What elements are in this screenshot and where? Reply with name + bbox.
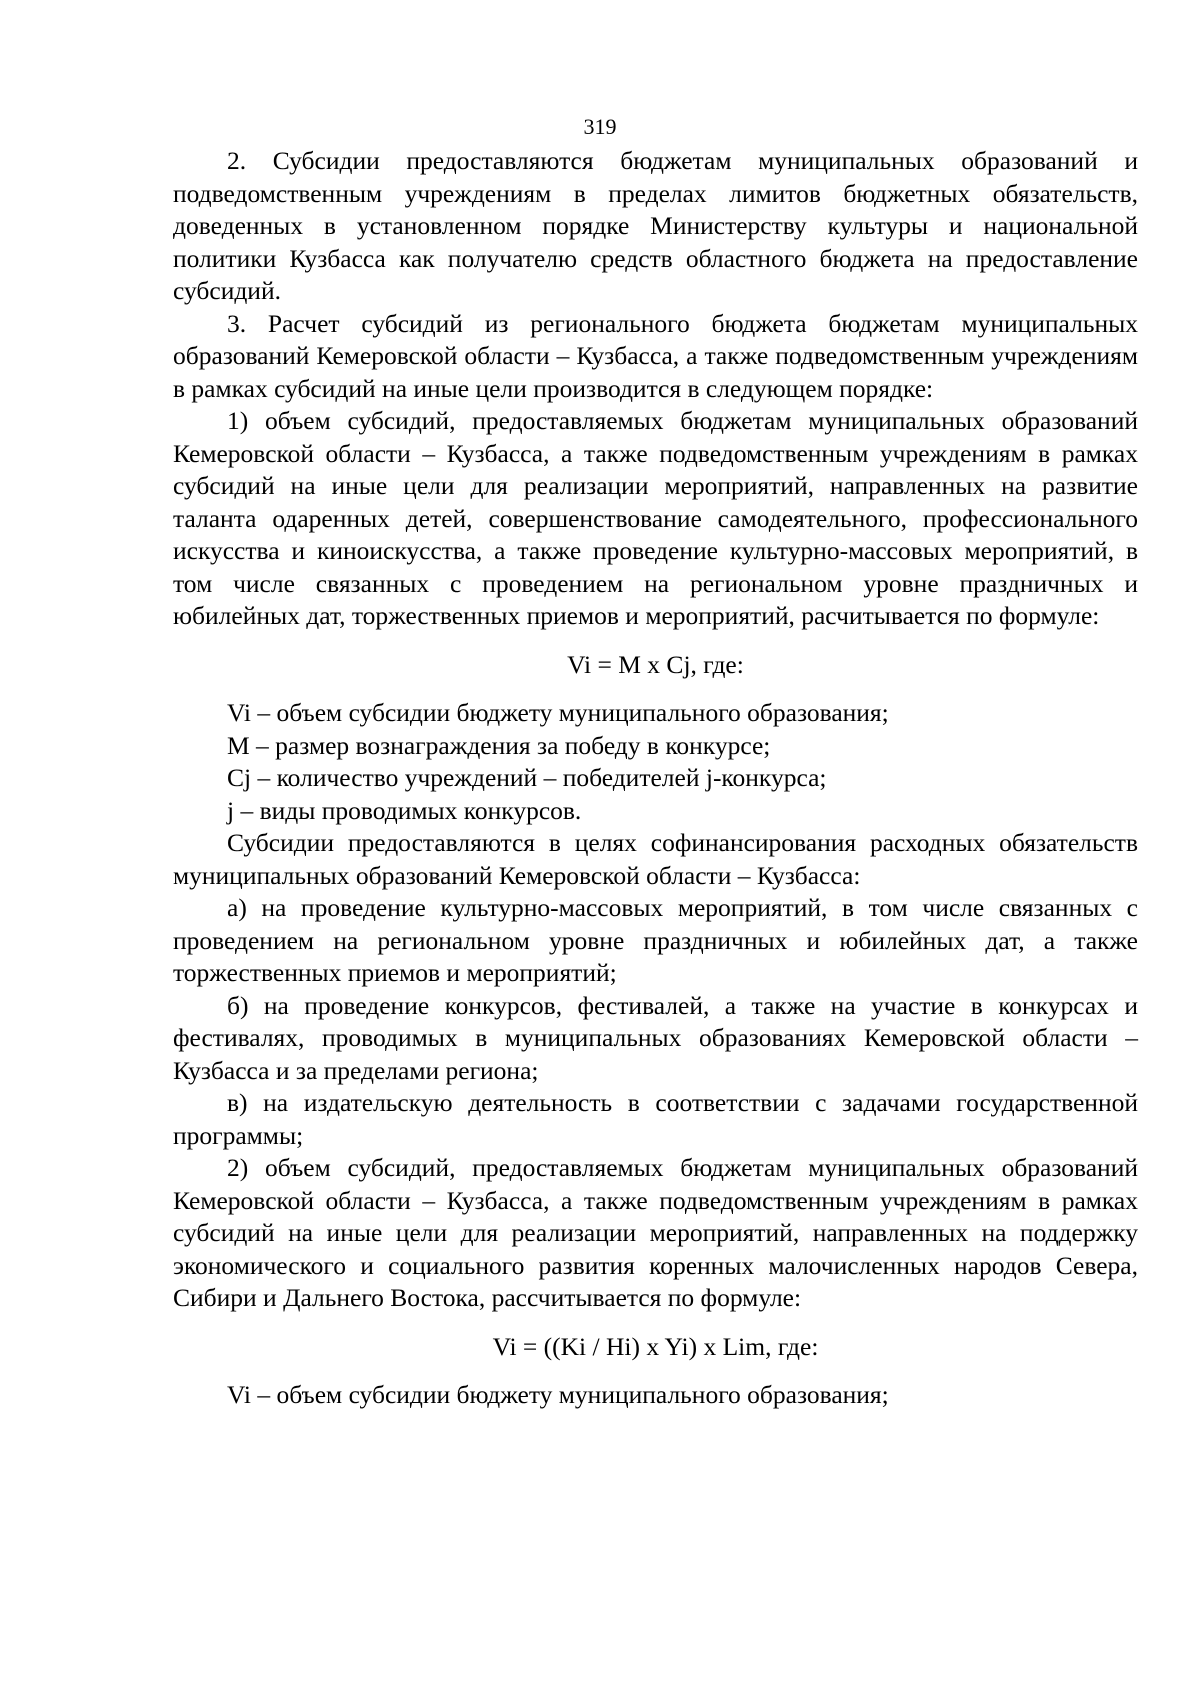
- definition-j: j – виды проводимых конкурсов.: [227, 795, 582, 825]
- paragraph-3-calculation: 3. Расчет субсидий из регионального бюджета бюджетам муниципальных образований Кемеровской области – Кузбасса, а также подведомственным учреждениям в рамках субсидий на иные цели производится в следующем порядке:: [173, 308, 1138, 403]
- definition-m: M – размер вознаграждения за победу в конкурсе;: [227, 730, 771, 760]
- paragraph-cofinancing: Субсидии предоставляются в целях софинансирования расходных обязательств муниципальных образований Кемеровской области – Кузбасса:: [173, 828, 1138, 890]
- paragraph-item-2: 2) объем субсидий, предоставляемых бюджетам муниципальных образований Кемеровской области – Кузбасса, а также подведомственным учреждениям в рамках субсидий на иные цели для реализации мероприятий, направленных на поддержку экономического и социального развития коренных малочисленных народов Севера, Сибири и Дальнего Востока, рассчитывается по формуле:: [173, 1153, 1138, 1312]
- definition-vi-2: Vi – объем субсидии бюджету муниципального образования;: [227, 1380, 889, 1409]
- definition-vi: Vi – объем субсидии бюджету муниципального образования;: [227, 698, 889, 727]
- paragraph-item-b: б) на проведение конкурсов, фестивалей, а также на участие в конкурсах и фестивалях, проводимых в муниципальных образованиях Кемеровской области – Кузбасса и за пределами региона;: [173, 990, 1138, 1085]
- page-number: 319: [583, 114, 617, 139]
- document-body: [173, 145, 1138, 1412]
- paragraph-item-a: а) на проведение культурно-массовых мероприятий, в том числе связанных с проведением на региональном уровне праздничных и юбилейных дат, а также торжественных приемов и мероприятий;: [173, 893, 1138, 987]
- formula-1: Vi = M x Cj, где:: [567, 649, 744, 679]
- formula-2: Vi = ((Ki / Hi) x Yi) x Lim, где:: [492, 1331, 819, 1361]
- paragraph-item-v: в) на издательскую деятельность в соответствии с задачами государственной программы;: [173, 1088, 1138, 1150]
- paragraph-item-1: 1) объем субсидий, предоставляемых бюджетам муниципальных образований Кемеровской области – Кузбасса, а также подведомственным учреждениям в рамках субсидий на иные цели для реализации мероприятий, направленных на развитие таланта одаренных детей, совершенствование самодеятельного, профессионального искусства и киноискусства, а также проведение культурно-массовых мероприятий, в том числе связанных с проведением на региональном уровне праздничных и юбилейных дат, торжественных приемов и мероприятий, расчитывается по формуле:: [173, 406, 1138, 630]
- paragraph-2-subsidies: 2. Субсидии предоставляются бюджетам муниципальных образований и подведомственным учреждениям в пределах лимитов бюджетных обязательств, доведенных в установленном порядке Министерству культуры и национальной политики Кузбасса как получателю средств областного бюджета на предоставление субсидий.: [173, 146, 1138, 305]
- definition-cj: Cj – количество учреждений – победителей j-конкурса;: [227, 763, 827, 792]
